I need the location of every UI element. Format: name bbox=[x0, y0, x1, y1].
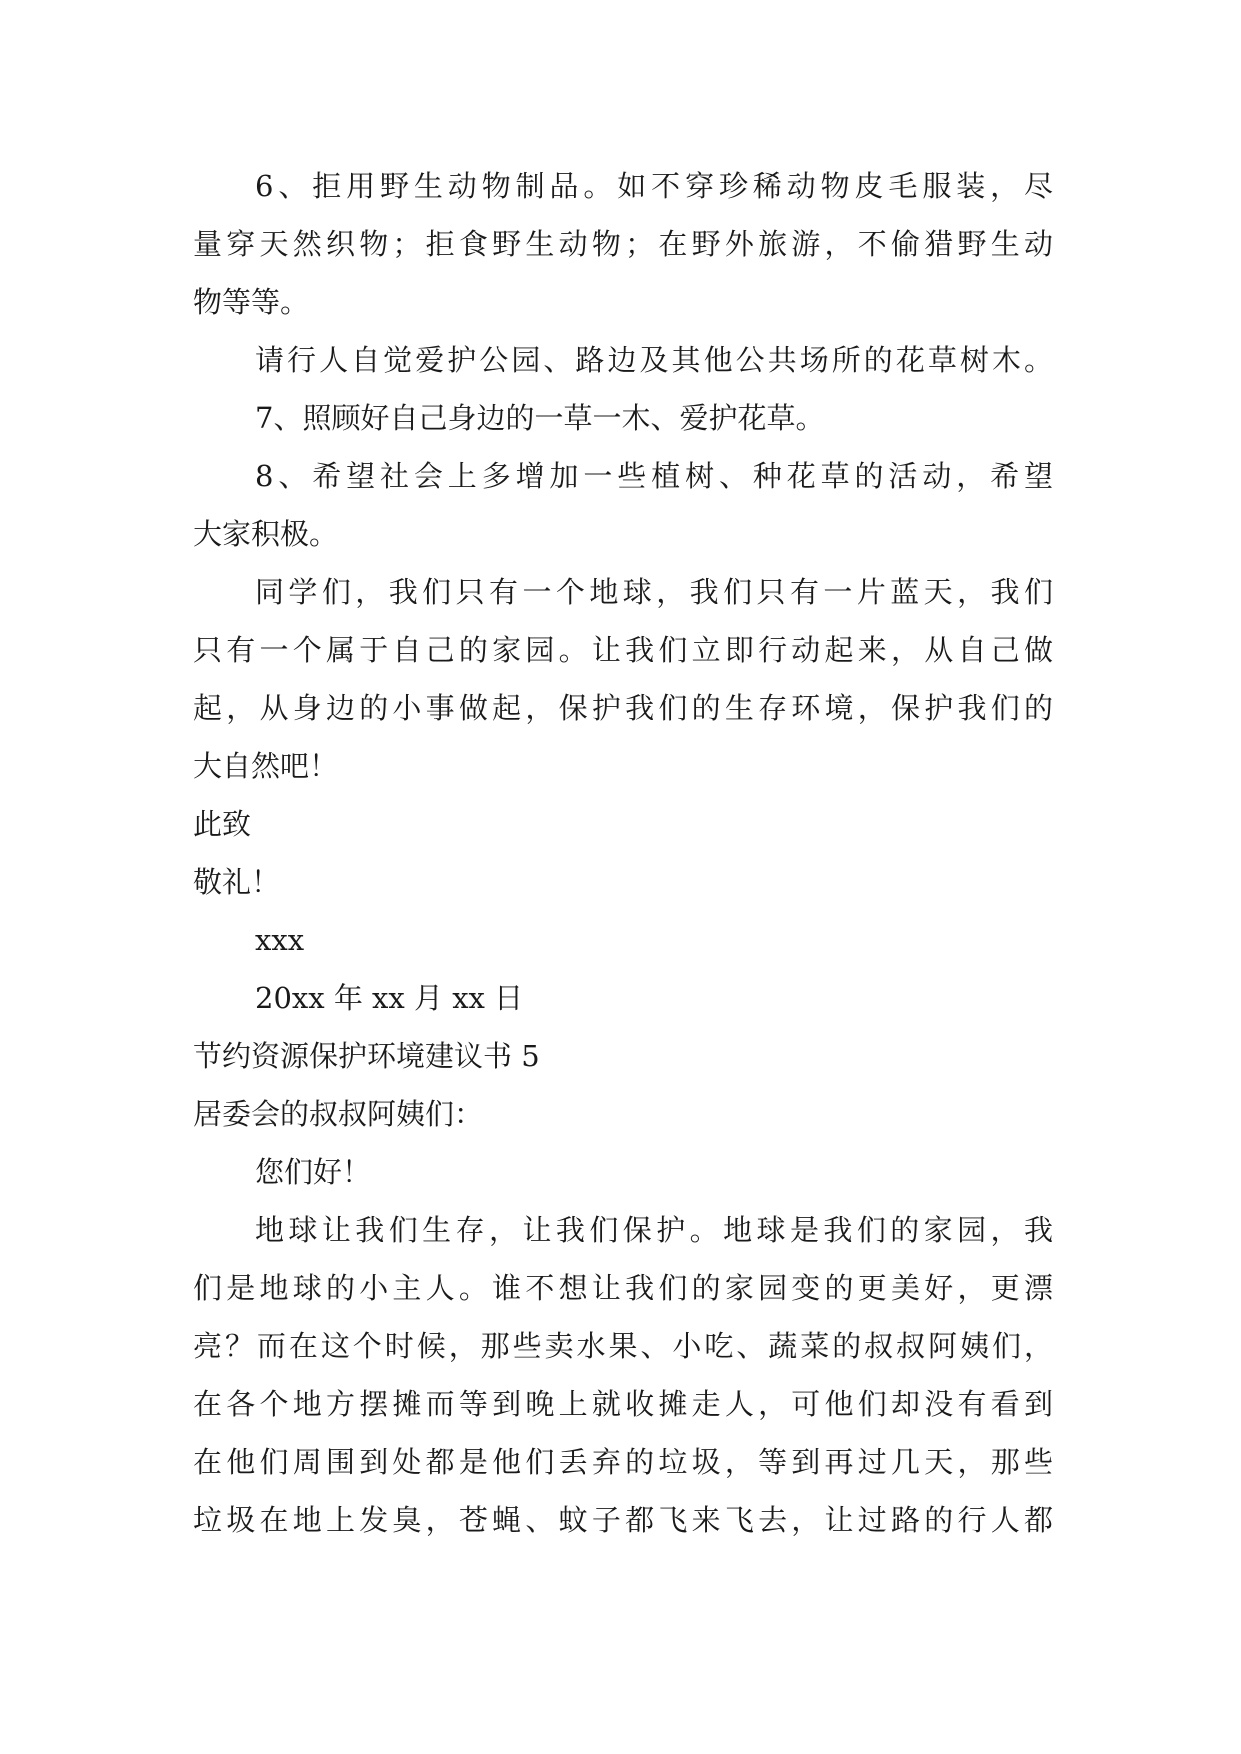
paragraph-line: 垃圾在地上发臭，苍蝇、蚊子都飞来飞去，让过路的行人都 bbox=[193, 1503, 1053, 1537]
paragraph-line: 亮？而在这个时候，那些卖水果、小吃、蔬菜的叔叔阿姨们， bbox=[193, 1329, 1053, 1363]
paragraph-line: 大自然吧！ bbox=[193, 749, 339, 783]
paragraph-line: 大家积极。 bbox=[193, 517, 339, 551]
salutation-line: 敬礼！ bbox=[193, 865, 281, 899]
paragraph-line: 们是地球的小主人。谁不想让我们的家园变的更美好，更漂 bbox=[193, 1271, 1053, 1305]
paragraph-line: 6、拒用野生动物制品。如不穿珍稀动物皮毛服装，尽 bbox=[255, 169, 1053, 203]
letter-recipient: 居委会的叔叔阿姨们： bbox=[193, 1097, 484, 1131]
signature-name: xxx bbox=[255, 923, 305, 957]
closing-line: 此致 bbox=[193, 807, 252, 841]
section-title: 节约资源保护环境建议书 5 bbox=[193, 1039, 540, 1073]
paragraph-line: 同学们，我们只有一个地球，我们只有一片蓝天，我们 bbox=[255, 575, 1053, 609]
paragraph-line: 7、照顾好自己身边的一草一木、爱护花草。 bbox=[255, 401, 825, 435]
paragraph-line: 8、希望社会上多增加一些植树、种花草的活动，希望 bbox=[255, 459, 1053, 493]
paragraph-line: 只有一个属于自己的家园。让我们立即行动起来，从自己做 bbox=[193, 633, 1053, 667]
paragraph-line: 物等等。 bbox=[193, 285, 310, 319]
paragraph-line: 量穿天然织物；拒食野生动物；在野外旅游，不偷猎野生动 bbox=[193, 227, 1053, 261]
paragraph-line: 请行人自觉爱护公园、路边及其他公共场所的花草树木。 bbox=[255, 343, 1053, 377]
paragraph-line: 地球让我们生存，让我们保护。地球是我们的家园，我 bbox=[255, 1213, 1053, 1247]
paragraph-line: 起，从身边的小事做起，保护我们的生存环境，保护我们的 bbox=[193, 691, 1053, 725]
paragraph-line: 在他们周围到处都是他们丢弃的垃圾，等到再过几天，那些 bbox=[193, 1445, 1053, 1479]
greeting-line: 您们好！ bbox=[255, 1155, 372, 1189]
signature-date: 20xx 年 xx 月 xx 日 bbox=[255, 981, 524, 1015]
paragraph-line: 在各个地方摆摊而等到晚上就收摊走人，可他们却没有看到 bbox=[193, 1387, 1053, 1421]
